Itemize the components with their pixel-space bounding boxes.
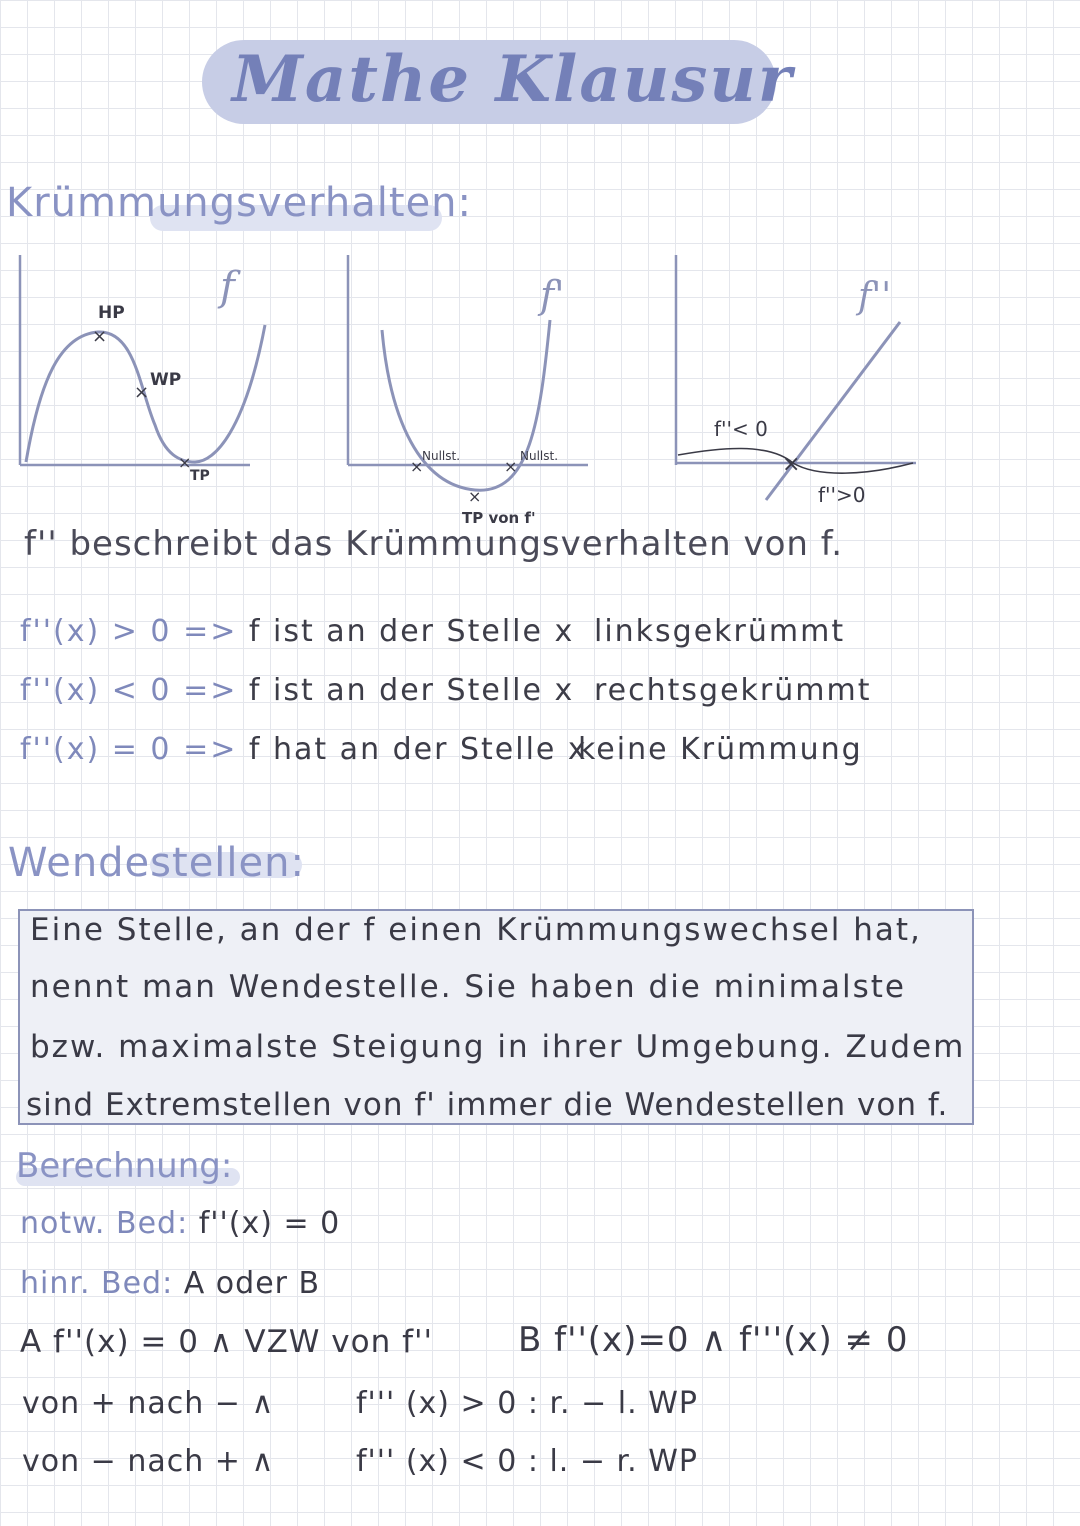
sufficient-expression: A oder B bbox=[183, 1266, 321, 1301]
min-marker: × bbox=[468, 487, 482, 506]
label-tp: TP bbox=[190, 468, 210, 484]
rule-zero bbox=[20, 732, 588, 767]
label-f: f bbox=[220, 264, 235, 310]
rule-zero-result: keine Krümmung bbox=[578, 732, 863, 767]
label-hp: HP bbox=[98, 303, 125, 323]
necessary-expression: f''(x) = 0 bbox=[198, 1206, 341, 1241]
label-f2-positive: f''>0 bbox=[818, 483, 866, 507]
rule-zero-statement: f hat an der Stelle x bbox=[248, 732, 588, 767]
rule-positive-result: linksgekrümmt bbox=[594, 614, 846, 649]
calc-heading: Berechnung: bbox=[16, 1146, 233, 1186]
label-f2-negative: f''< 0 bbox=[714, 417, 768, 441]
definition-line-2: nennt man Wendestelle. Sie haben die minimalste bbox=[30, 969, 906, 1005]
root-marker: × bbox=[782, 452, 801, 477]
condition-a-case-1-left: von + nach − ∧ bbox=[22, 1386, 275, 1421]
necessary-condition bbox=[20, 1206, 340, 1241]
rule-negative-result: rechtsgekrümmt bbox=[594, 673, 872, 708]
rule-positive-condition: f''(x) > 0 bbox=[20, 614, 172, 649]
sufficient-condition bbox=[20, 1266, 320, 1301]
graph-f-double-prime bbox=[668, 250, 928, 520]
necessary-label: notw. Bed: bbox=[20, 1206, 189, 1241]
tp-marker: × bbox=[178, 453, 192, 472]
rule-negative bbox=[20, 673, 574, 708]
rule-positive bbox=[20, 614, 574, 649]
wp-marker: × bbox=[134, 382, 150, 403]
page-title: Mathe Klausur bbox=[232, 42, 794, 117]
label-min: TP von f' bbox=[462, 509, 536, 527]
condition-a-case-2-left: von − nach + ∧ bbox=[22, 1444, 275, 1479]
heading-inflection: Wendestellen: bbox=[8, 840, 305, 886]
condition-a: A f''(x) = 0 ∧ VZW von f'' bbox=[20, 1324, 434, 1360]
condition-a-case-2-right: f''' (x) < 0 : l. − r. WP bbox=[356, 1444, 698, 1479]
condition-b: B f''(x)=0 ∧ f'''(x) ≠ 0 bbox=[518, 1320, 909, 1360]
zero-left-marker: × bbox=[410, 457, 424, 476]
definition-line-3: bzw. maximalste Steigung in ihrer Umgebung. Zudem bbox=[30, 1029, 966, 1065]
hp-marker: × bbox=[92, 326, 108, 347]
rule-positive-statement: f ist an der Stelle x bbox=[248, 614, 575, 649]
curvature-summary: f'' beschreibt das Krümmungsverhalten von f. bbox=[24, 524, 844, 564]
graph-f bbox=[10, 250, 310, 490]
rule-positive-arrow: => bbox=[183, 614, 238, 649]
zero-right-marker: × bbox=[504, 457, 518, 476]
label-f-double-prime: f'' bbox=[858, 276, 892, 317]
label-wp: WP bbox=[150, 370, 182, 390]
label-zero-right: Nullst. bbox=[520, 449, 559, 463]
rule-negative-arrow: => bbox=[183, 673, 238, 708]
rule-zero-condition: f''(x) = 0 bbox=[20, 732, 172, 767]
condition-a-case-1-right: f''' (x) > 0 : r. − l. WP bbox=[356, 1386, 698, 1421]
label-f-prime: f' bbox=[540, 273, 565, 317]
rule-zero-arrow: => bbox=[183, 732, 238, 767]
sufficient-label: hinr. Bed: bbox=[20, 1266, 174, 1301]
definition-line-1: Eine Stelle, an der f einen Krümmungswechsel hat, bbox=[30, 912, 922, 948]
definition-line-4: sind Extremstellen von f' immer die Wendestellen von f. bbox=[26, 1087, 949, 1123]
label-zero-left: Nullst. bbox=[422, 449, 461, 463]
rule-negative-condition: f''(x) < 0 bbox=[20, 673, 172, 708]
heading-curvature: Krümmungsverhalten: bbox=[6, 180, 473, 226]
rule-negative-statement: f ist an der Stelle x bbox=[248, 673, 575, 708]
graph-f-prime bbox=[340, 250, 600, 530]
